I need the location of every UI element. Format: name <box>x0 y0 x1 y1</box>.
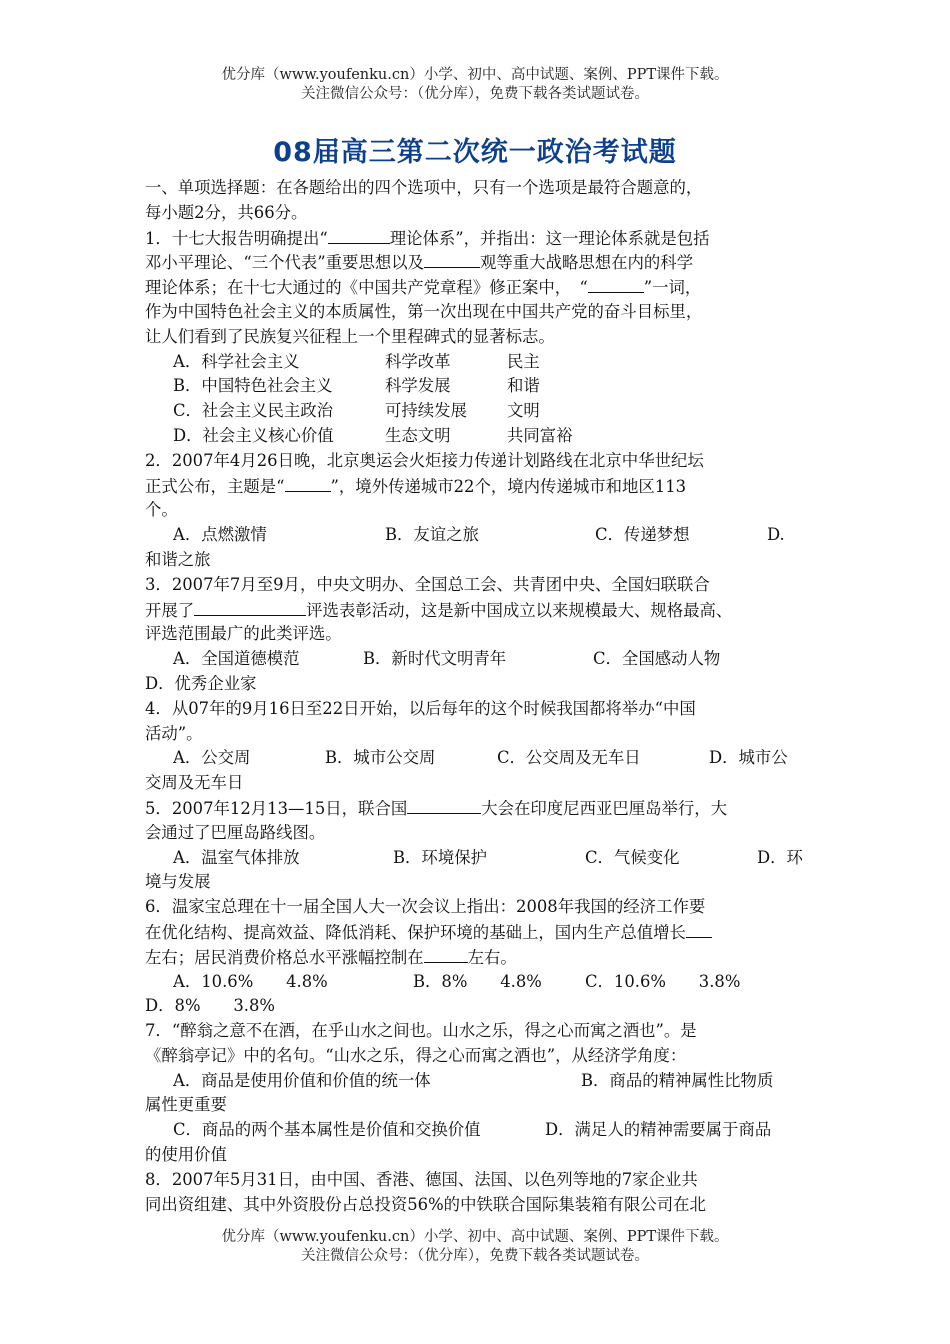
section-instructions-line-2: 每小题2分，共66分。 <box>145 202 308 222</box>
option-b: B．商品的精神属性比物质 <box>581 1070 774 1090</box>
footer-line-1: 优分库（www.youfenku.cn）小学、初中、高中试题、案例、PPT课件下载。 <box>221 1229 729 1245</box>
question-4-line-2: 活动”。 <box>145 723 203 743</box>
question-2-line-2: 正式公布，主题是“ ”，境外传递城市22个，境内传递城市和地区113 <box>145 474 810 499</box>
answer-blank <box>588 275 644 293</box>
question-6-options <box>145 970 810 995</box>
answer-blank <box>424 250 480 268</box>
question-2-options <box>145 523 810 548</box>
answer-blank <box>328 226 390 244</box>
header-line-1: 优分库（www.youfenku.cn）小学、初中、高中试题、案例、PPT课件下载。 <box>221 67 729 83</box>
option-b: B．城市公交周 <box>325 748 436 768</box>
option-c: C．10.6% 3.8% <box>585 971 741 991</box>
option-b: B．环境保护 <box>393 847 487 867</box>
question-8-line-2: 同出资组建、其中外资股份占总投资56%的中铁联合国际集装箱有限公司在北 <box>145 1194 706 1214</box>
answer-blank <box>407 796 481 814</box>
option-c: C．公交周及无车日 <box>497 748 641 768</box>
question-2-line-1: 2．2007年4月26日晚，北京奥运会火炬接力传递计划路线在北京中华世纪坛 <box>145 450 704 470</box>
question-5-line-1: 5．2007年12月13—15日，联合国 大会在印度尼西亚巴厘岛举行，大 <box>145 796 810 821</box>
option-a: A．温室气体排放 <box>173 847 300 867</box>
footer-line-2: 关注微信公众号：（优分库），免费下载各类试题试卷。 <box>301 1248 649 1264</box>
section-instructions-line-1: 一、单项选择题：在各题给出的四个选项中，只有一个选项是最符合题意的， <box>145 178 703 197</box>
option-a: A．全国道德模范 <box>173 649 300 669</box>
question-7-line-6: 的使用价值 <box>145 1145 227 1165</box>
question-4-line-1: 4．从07年的9月16日至22日开始，以后每年的这个时候我国都将举办“中国 <box>145 698 696 718</box>
question-1-line-1: 1．十七大报告明确提出“ 理论体系”，并指出：这一理论体系就是包括 <box>145 226 810 251</box>
option-d: D．环 <box>757 847 803 867</box>
question-7-options-cd <box>145 1118 810 1143</box>
exam-body <box>145 176 810 1217</box>
option-b: B．8% 4.8% <box>413 971 542 991</box>
question-3-line-1: 3．2007年7月至9月，中央文明办、全国总工会、共青团中央、全国妇联联合 <box>145 574 710 594</box>
question-3-line-3: 评选范围最广的此类评选。 <box>145 624 342 644</box>
question-4-options <box>145 746 810 771</box>
option-a: A．10.6% 4.8% <box>173 971 328 991</box>
question-6-line-1: 6．温家宝总理在十一届全国人大一次会议上指出：2008年我国的经济工作要 <box>145 897 706 917</box>
question-3-options <box>145 647 810 672</box>
option-c: C．传递梦想 <box>595 525 690 545</box>
question-4-line-4: 交周及无车日 <box>145 773 244 793</box>
question-2-line-5: 和谐之旅 <box>145 549 211 569</box>
question-1-line-3: 理论体系；在十七大通过的《中国共产党章程》修正案中， “ ”一词， <box>145 275 810 300</box>
question-2-line-3: 个。 <box>145 500 178 520</box>
question-1-option-d: D．社会主义核心价值 生态文明 共同富裕 <box>173 425 573 445</box>
page-header <box>0 66 950 104</box>
header-line-2: 关注微信公众号：（优分库），免费下载各类试题试卷。 <box>301 86 649 102</box>
option-c: C．气候变化 <box>585 847 680 867</box>
question-7-line-2: 《醉翁亭记》中的名句。“山水之乐，得之心而寓之酒也”，从经济学角度： <box>145 1045 687 1065</box>
option-d: D．满足人的精神需要属于商品 <box>545 1120 772 1140</box>
exam-title: 08届高三第二次统一政治考试题 <box>273 137 677 168</box>
question-6-line-3: 左右；居民消费价格总水平涨幅控制在 左右。 <box>145 945 810 970</box>
question-6-line-2: 在优化结构、提高效益、降低消耗、保护环境的基础上，国内生产总值增长 <box>145 920 810 945</box>
question-3-line-5: D．优秀企业家 <box>145 673 257 693</box>
option-d: D．城市公 <box>709 748 788 768</box>
question-1-option-c: C．社会主义民主政治 可持续发展 文明 <box>173 401 540 421</box>
question-1-line-4: 作为中国特色社会主义的本质属性，第一次出现在中国共产党的奋斗目标里， <box>145 301 703 321</box>
option-b: B．友谊之旅 <box>385 525 479 545</box>
option-c: C．商品的两个基本属性是价值和交换价值 <box>173 1120 481 1140</box>
question-1-line-5: 让人们看到了民族复兴征程上一个里程碑式的显著标志。 <box>145 326 555 346</box>
question-7-line-1: 7．“醉翁之意不在酒，在乎山水之间也。山水之乐，得之心而寓之酒也”。是 <box>145 1021 697 1041</box>
question-1-line-2: 邓小平理论、“三个代表”重要思想以及 观等重大战略思想在内的科学 <box>145 250 810 275</box>
question-6-line-5: D．8% 3.8% <box>145 996 275 1016</box>
question-7-options-ab <box>145 1069 810 1094</box>
answer-blank <box>424 945 468 963</box>
question-7-line-4: 属性更重要 <box>145 1095 227 1115</box>
option-a: A．点燃激情 <box>173 525 267 545</box>
answer-blank <box>194 598 306 616</box>
option-c: C．全国感动人物 <box>593 649 721 669</box>
question-1-option-b: B．中国特色社会主义 科学发展 和谐 <box>173 376 540 396</box>
option-d: D. <box>767 525 785 545</box>
question-5-line-4: 境与发展 <box>145 872 211 892</box>
question-8-line-1: 8．2007年5月31日，由中国、香港、德国、法国、以色列等地的7家企业共 <box>145 1169 698 1189</box>
question-5-line-2: 会通过了巴厘岛路线图。 <box>145 822 326 842</box>
option-a: A．公交周 <box>173 748 251 768</box>
answer-blank <box>686 920 712 938</box>
question-3-line-2: 开展了 评选表彰活动，这是新中国成立以来规模最大、规格最高、 <box>145 598 810 623</box>
page-footer <box>0 1228 950 1266</box>
option-b: B．新时代文明青年 <box>363 649 507 669</box>
option-a: A．商品是使用价值和价值的统一体 <box>173 1070 431 1090</box>
question-1-option-a: A．科学社会主义 科学改革 民主 <box>173 351 540 371</box>
question-5-options <box>145 846 810 871</box>
answer-blank <box>285 474 331 492</box>
